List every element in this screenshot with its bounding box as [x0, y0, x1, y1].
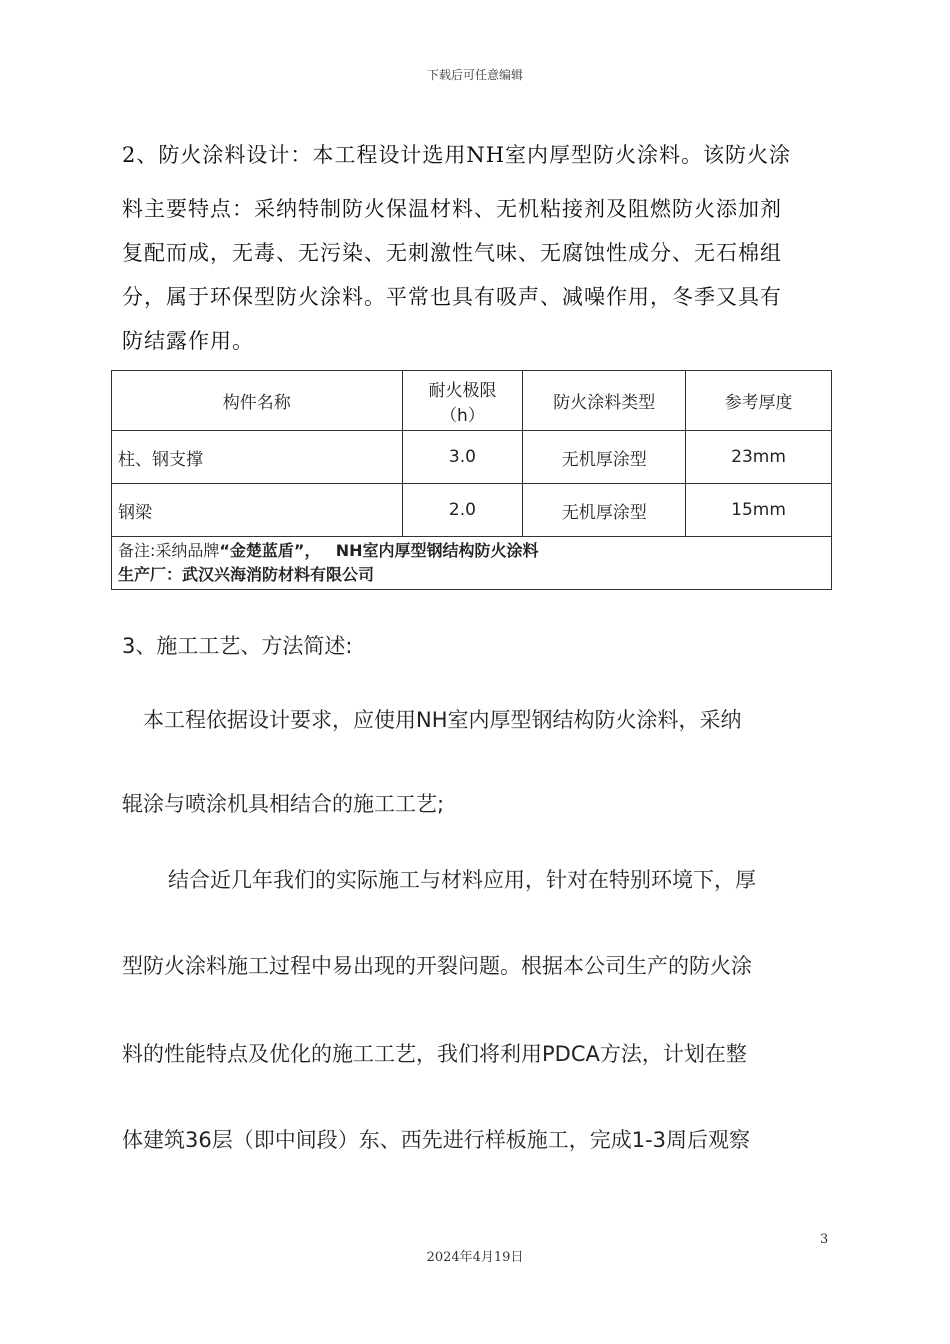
note-prefix: 备注:采纳品牌 — [118, 541, 220, 560]
header-cell-line: （h） — [440, 405, 485, 426]
section-3-heading: 3、施工工艺、方法简述: — [122, 634, 353, 658]
section-2-paragraph — [122, 140, 830, 370]
paragraph-line: 辊涂与喷涂机具相结合的施工工艺; — [122, 792, 445, 816]
text-line: 料主要特点：采纳特制防火保温材料、无机粘接剂及阻燃防火添加剂 — [122, 197, 782, 221]
header-cell: 构件名称 — [112, 371, 403, 431]
header-cell-line: 耐火极限 — [428, 380, 497, 401]
paragraph-line: 结合近几年我们的实际施工与材料应用，针对在特别环境下，厚 — [168, 868, 756, 892]
header-cell: 防火涂料类型 — [523, 371, 686, 431]
table-cell: 无机厚涂型 — [523, 484, 686, 537]
table-header-row — [112, 371, 832, 431]
table-row — [112, 484, 832, 537]
page-number: 3 — [820, 1232, 829, 1247]
text-line: 复配而成，无毒、无污染、无刺激性气味、无腐蚀性成分、无石棉组 — [122, 241, 782, 265]
table-note — [112, 537, 832, 590]
text-line: 防结露作用。 — [122, 329, 254, 353]
paragraph-line: 体建筑36层（即中间段）东、西先进行样板施工，完成1-3周后观察 — [122, 1128, 751, 1152]
paragraph-line: 本工程依据设计要求，应使用NH室内厚型钢结构防火涂料，采纳 — [143, 708, 742, 732]
text-line: 分，属于环保型防火涂料。平常也具有吸声、减噪作用，冬季又具有 — [122, 285, 782, 309]
table-cell: 2.0 — [402, 484, 523, 537]
note-brand: “金楚蓝盾”， — [219, 541, 321, 560]
text-line: 2、防火涂料设计：本工程设计选用NH室内厚型防火涂料。该防火涂 — [122, 143, 792, 167]
note-manufacturer: 生产厂：武汉兴海消防材料有限公司 — [118, 565, 375, 584]
table-cell: 柱、钢支撑 — [112, 431, 403, 484]
page-header: 下载后可任意编辑 — [426, 68, 523, 82]
header-cell — [402, 371, 523, 431]
table-note-row — [112, 537, 832, 590]
paragraph-line: 料的性能特点及优化的施工工艺，我们将利用PDCA方法，计划在整 — [122, 1042, 747, 1066]
paragraph-line: 型防火涂料施工过程中易出现的开裂问题。根据本公司生产的防火涂 — [122, 954, 752, 978]
table-cell: 无机厚涂型 — [523, 431, 686, 484]
table-row — [112, 431, 832, 484]
note-product: NH室内厚型钢结构防火涂料 — [335, 541, 539, 560]
header-cell: 参考厚度 — [686, 371, 832, 431]
table-cell: 钢梁 — [112, 484, 403, 537]
fire-coating-table — [111, 370, 832, 590]
table-cell: 3.0 — [402, 431, 523, 484]
table-cell: 23mm — [686, 431, 832, 484]
table-cell: 15mm — [686, 484, 832, 537]
page-footer-date: 2024年4月19日 — [426, 1250, 524, 1265]
